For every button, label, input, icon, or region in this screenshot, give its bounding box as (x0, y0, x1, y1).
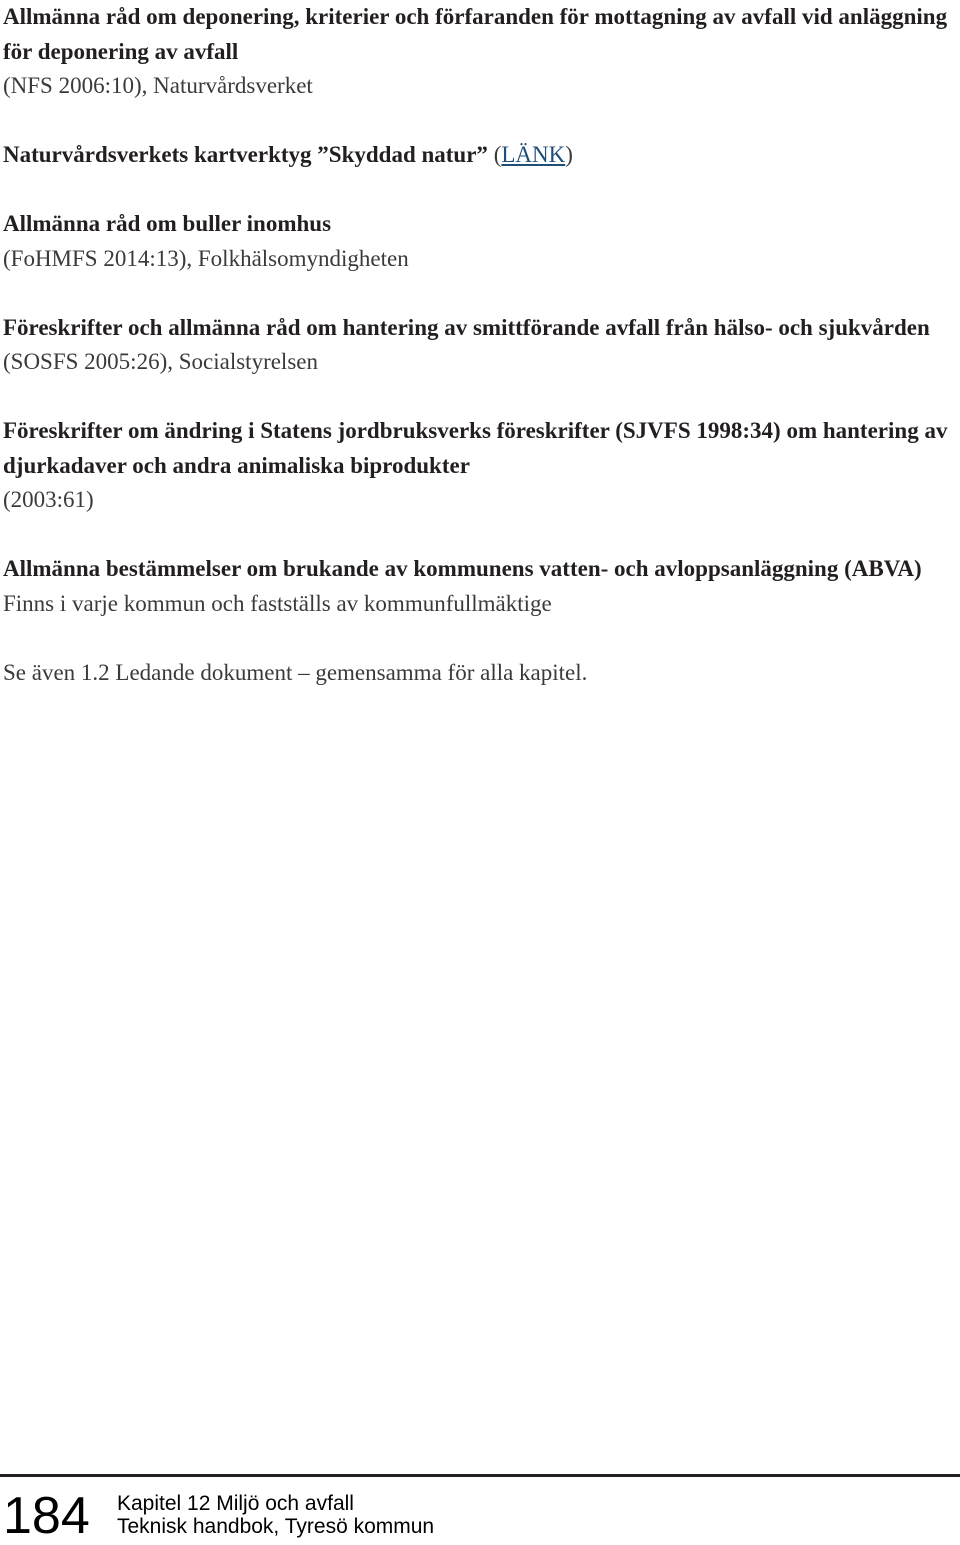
reference-entry (3, 414, 953, 518)
link-paren-close: ) (565, 142, 573, 167)
document-body (3, 0, 953, 690)
reference-source: (NFS 2006:10), Naturvårdsverket (3, 73, 313, 98)
reference-title (3, 138, 953, 173)
reference-entry (3, 552, 953, 621)
footer-caption (117, 1492, 434, 1538)
reference-title: Föreskrifter och allmänna råd om hantering av smittförande avfall från hälso- och sjukvården (3, 314, 930, 340)
see-also-note: Se även 1.2 Ledande dokument – gemensamma för alla kapitel. (3, 659, 588, 685)
reference-title: Allmänna råd om deponering, kriterier och förfaranden för mottagning av avfall vid anläggning för deponering av avfall (3, 4, 948, 64)
footer-divider-thin (0, 1476, 960, 1477)
reference-source: Finns i varje kommun och fastställs av kommunfullmäktige (3, 590, 552, 616)
lank-link[interactable]: LÄNK (501, 142, 566, 167)
reference-entry (3, 0, 953, 104)
link-paren-open: ( (493, 142, 502, 167)
reference-source: (SOSFS 2005:26), Socialstyrelsen (3, 349, 318, 374)
reference-entry (3, 138, 953, 173)
reference-title: Allmänna råd om buller inomhus (3, 211, 332, 236)
reference-source: (2003:61) (3, 487, 94, 512)
footer-chapter: Kapitel 12 Miljö och avfall (117, 1492, 354, 1515)
reference-source: (FoHMFS 2014:13), Folkhälsomyndigheten (3, 245, 409, 271)
footer-handbook: Teknisk handbok, Tyresö kommun (117, 1515, 435, 1538)
reference-title: Allmänna bestämmelser om brukande av kommunens vatten- och avloppsanläggning (ABVA) (3, 556, 922, 581)
reference-entry (3, 311, 953, 380)
reference-entry (3, 207, 953, 276)
reference-title-text: Naturvårdsverkets kartverktyg ”Skyddad natur” (3, 142, 488, 167)
reference-title: Föreskrifter om ändring i Statens jordbruksverks föreskrifter (SJVFS 1998:34) om hantering av djurkadaver och andra animaliska biprodukter (3, 418, 948, 478)
page-number: 184 (3, 1487, 90, 1545)
